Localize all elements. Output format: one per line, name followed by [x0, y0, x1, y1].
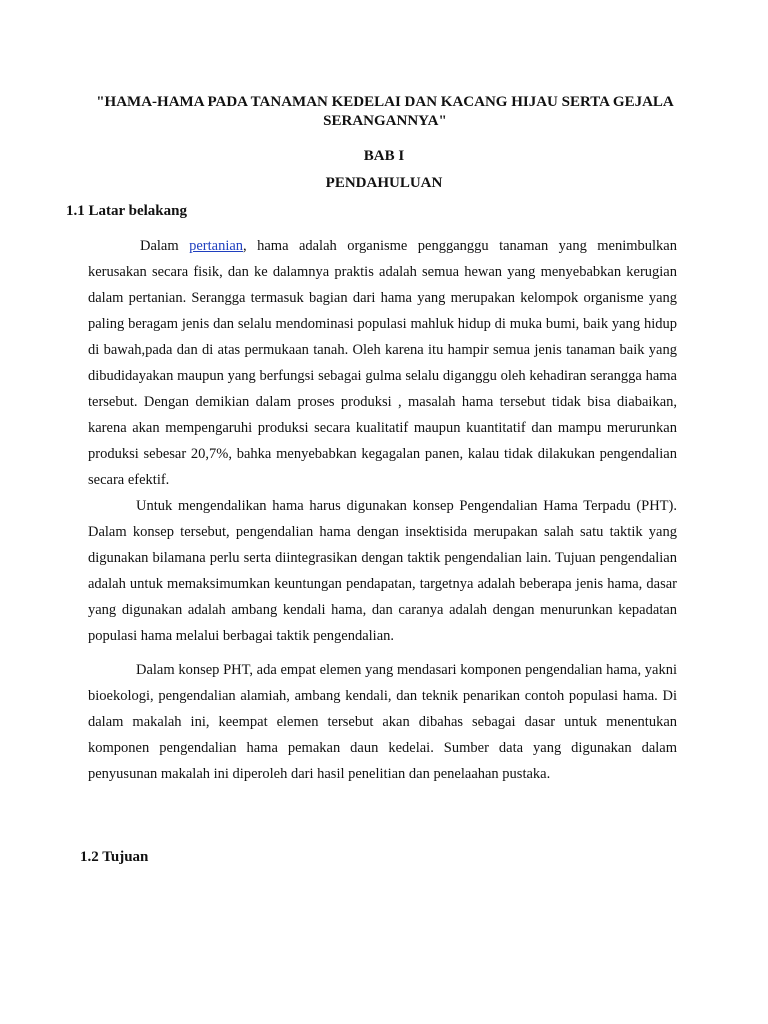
chapter-number: BAB I: [363, 148, 405, 164]
body-text: [88, 233, 677, 787]
paragraph-2: Untuk mengendalikan hama harus digunakan konsep Pengendalian Hama Terpadu (PHT). Dalam konsep tersebut, pengendalian hama dengan insektisida merupakan salah satu taktik yang digunakan bilamana perlu serta diintegrasikan dengan taktik pengendalian lain. Tujuan pengendalian adalah untuk memaksimumkan keuntungan pendapatan, targetnya adalah beberapa jenis hama, dasar yang digunakan adalah ambang kendali hama, dan caranya adalah dengan menurunkan kepadatan populasi hama melalui berbagai taktik pengendalian.: [88, 498, 677, 644]
pertanian-link[interactable]: pertanian: [189, 238, 244, 254]
paragraph-1-lead: Dalam: [140, 238, 190, 254]
paragraph-1: [88, 233, 677, 493]
document-title: "HAMA-HAMA PADA TANAMAN KEDELAI DAN KACANG HIJAU SERTA GEJALA SERANGANNYA": [96, 94, 674, 129]
paragraph-3: Dalam konsep PHT, ada empat elemen yang mendasari komponen pengendalian hama, yakni bioekologi, pengendalian alamiah, ambang kendali, dan teknik penarikan contoh populasi hama. Di dalam makalah ini, keempat elemen tersebut akan dibahas sebagai dasar untuk menentukan komponen pengendalian hama pemakan daun kedelai. Sumber data yang digunakan dalam penyusunan makalah ini diperoleh dari hasil penelitian dan penelaahan pustaka.: [88, 662, 677, 782]
paragraph-1-rest: , hama adalah organisme pengganggu tanaman yang menimbulkan kerusakan secara fisik, dan ke dalamnya praktis adalah semua hewan yang menyebabkan kerugian dalam pertanian. Serangga termasuk bagian dari hama yang merupakan kelompok organisme yang paling beragam jenis dan selalu mendominasi populasi mahluk hidup di muka bumi, baik yang hidup di bawah,pada dan di atas permukaan tanah. Oleh karena itu hampir semua jenis tanaman baik yang dibudidayakan maupun yang berfungsi sebagai gulma selalu diganggu oleh kehadiran serangga hama tersebut. Dengan demikian dalam proses produksi , masalah hama tersebut tidak bisa diabaikan, karena akan mempengaruhi produksi secara kualitatif maupun kuantitatif dan mampu merurunkan produksi sebesar 20,7%, bahka menyebabkan kegagalan panen, kalau tidak dilakukan pengendalian secara efektif.: [88, 238, 677, 488]
section-heading-latar-belakang: 1.1 Latar belakang: [66, 203, 187, 219]
chapter-title: PENDAHULUAN: [325, 175, 443, 191]
section-heading-tujuan: 1.2 Tujuan: [80, 849, 149, 865]
